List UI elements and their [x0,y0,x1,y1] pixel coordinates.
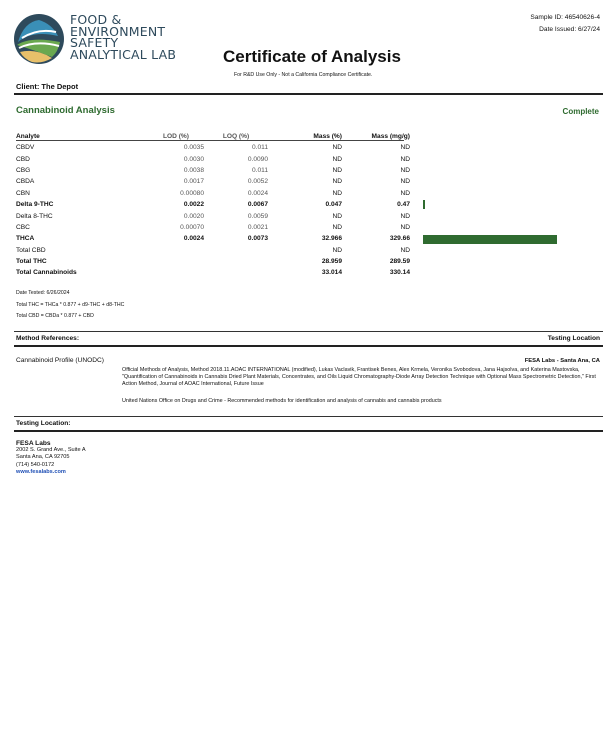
bar-cell [420,153,560,164]
table-row [16,165,560,176]
analyte-cell: CBG [16,166,31,174]
table-row [16,233,560,244]
spacer [410,153,420,164]
column-header: Mass (mg/g) [371,133,410,140]
spacer [410,233,420,244]
bar-cell [420,210,560,221]
analyte-cell: CBN [16,189,30,197]
bar-cell [420,199,560,210]
mass-mg-cell: ND [400,246,410,254]
analyte-cell: Total THC [16,258,47,266]
lab-name: FESA Labs [16,440,51,447]
analyte-cell: Delta 9-THC [16,201,54,209]
table-row [16,153,560,164]
table-row [16,267,560,278]
spacer [410,188,420,199]
logo-line: ANALYTICAL LAB [70,46,177,62]
bar-cell [420,188,560,199]
loq-cell: 0.0090 [247,155,268,163]
lab-website-link[interactable]: www.fesalabs.com [16,468,66,475]
sample-id: Sample ID: 46540626-4 [530,14,600,21]
mass-percent-cell: ND [332,178,342,186]
loq-cell [204,256,268,267]
analyte-cell: Total CBD [16,246,46,254]
mass-percent-cell: 33.014 [321,269,342,277]
bar-column [420,131,560,142]
date-issued: Date Issued: 6/27/24 [539,26,600,33]
column-header: LOD (%) [162,133,189,140]
loq-cell: 0.0021 [247,223,268,231]
spacer [410,267,420,278]
method-reference: Official Methods of Analysis, Method 2018.11.AOAC INTERNATIONAL (modified), Lukas Vaclavik, Frantisek Benes, Alex Krmela, Veronika Svobodova, Jana Hajsolva, and Katerina Mastovska, "Quantification of Cannabinoids in Cannabis Dried Plant Materials, Concentrates, and Oils Liquid Chromatography-Diode Array Detection Technique with Optional Mass Spectrometric Detection," First Action Method, Journal of AOAC International, Future Issue [122,367,596,387]
lod-cell: 0.0030 [183,155,204,163]
section-heading: Cannabinoid Analysis [16,105,115,116]
lod-cell [148,245,204,256]
mass-percent-cell: ND [332,212,342,220]
table-row [16,210,560,221]
lod-cell: 0.0024 [183,235,204,243]
lab-address-line: 2002 S. Grand Ave., Suite A [16,447,86,454]
bar-cell [420,245,560,256]
lab-phone: (714) 540-0172 [16,461,55,468]
mass-percent-cell: ND [332,155,342,163]
spacer [410,199,420,210]
lab-address-block [16,440,86,476]
bar-cell [420,256,560,267]
analyte-cell: CBDV [16,144,35,152]
lod-cell: 0.0035 [183,144,204,152]
loq-cell: 0.011 [251,144,268,152]
loq-cell: 0.011 [251,166,268,174]
table-row [16,188,560,199]
lab-location: FESA Labs - Santa Ana, CA [524,358,600,364]
bar-cell [420,222,560,233]
lod-cell: 0.0020 [183,212,204,220]
status-badge: Complete [562,107,599,116]
mass-mg-cell: ND [400,178,410,186]
lod-cell: 0.0038 [183,166,204,174]
mass-percent-cell: ND [332,246,342,254]
table-row [16,176,560,187]
method-references-heading: Method References: [16,335,80,342]
spacer [410,142,420,153]
mass-mg-cell: ND [400,189,410,197]
lod-cell: 0.0017 [183,178,204,186]
column-header: Mass (%) [313,133,342,140]
lod-cell: 0.00070 [180,223,204,231]
table-row [16,256,560,267]
mass-mg-cell: 0.47 [397,201,410,209]
lod-cell [148,256,204,267]
lod-cell: 0.00080 [180,189,204,197]
page-title: Certificate of Analysis [223,47,401,66]
lod-cell: 0.0022 [183,201,204,209]
table-row [16,199,560,210]
method-profile: Cannabinoid Profile (UNODC) [16,357,104,364]
spacer [410,165,420,176]
loq-cell: 0.0073 [247,235,268,243]
spacer [410,210,420,221]
analyte-cell: Total Cannabinoids [16,269,77,277]
loq-cell: 0.0052 [247,178,268,186]
spacer [410,245,420,256]
analyte-cell: CBDA [16,178,35,186]
mass-percent-cell: 0.047 [325,201,342,209]
column-header: LOQ (%) [222,133,250,140]
logo-line: SAFETY [70,35,119,50]
cannabinoid-table [16,131,560,279]
mass-percent-cell: ND [332,223,342,231]
disclaimer: For R&D Use Only - Not a California Compliance Certificate. [234,72,373,78]
logo-globe-icon [12,12,66,66]
bar-cell [420,233,560,244]
mass-mg-cell: ND [400,144,410,152]
mass-bar [423,235,557,244]
table-row [16,222,560,233]
mass-percent-cell: 32.966 [321,235,342,243]
company-logo [12,10,177,70]
divider [14,93,603,95]
loq-cell: 0.0024 [247,189,268,197]
mass-mg-cell: ND [400,223,410,231]
spacer [410,176,420,187]
spacer [410,256,420,267]
testing-location-heading: Testing Location [547,335,600,342]
mass-percent-cell: ND [332,144,342,152]
bar-cell [420,165,560,176]
mass-mg-cell: 330.14 [389,269,410,277]
client-name: Client: The Depot [16,82,79,91]
table-row [16,245,560,256]
loq-cell [204,267,268,278]
divider [14,331,603,332]
mass-bar [423,200,425,209]
analyte-cell: THCA [16,235,35,243]
table-header-row [16,131,560,142]
divider [14,345,603,347]
spacer [410,131,420,142]
total-thc-formula: Total THC = THCa * 0.877 + d9-THC + d8-THC [16,302,125,308]
loq-cell: 0.0059 [247,212,268,220]
logo-wordmark [70,14,176,60]
table-row [16,142,560,153]
bar-cell [420,176,560,187]
mass-percent-cell: 28.959 [321,258,342,266]
analyte-cell: Delta 8-THC [16,212,53,220]
total-cbd-formula: Total CBD = CBDa * 0.877 + CBD [16,313,94,319]
logo-line: ENVIRONMENT [70,23,166,39]
bar-cell [420,142,560,153]
bar-cell [420,267,560,278]
testing-location-section-heading: Testing Location: [16,420,71,427]
spacer [410,222,420,233]
mass-mg-cell: 329.66 [389,235,410,243]
lod-cell [148,267,204,278]
mass-mg-cell: ND [400,155,410,163]
analyte-cell: CBD [16,155,30,163]
loq-cell [204,245,268,256]
analyte-cell: CBC [16,223,30,231]
loq-cell: 0.0067 [247,201,268,209]
mass-mg-cell: ND [400,166,410,174]
mass-mg-cell: 289.59 [389,258,410,266]
column-header: Analyte [16,133,40,140]
mass-mg-cell: ND [400,212,410,220]
mass-percent-cell: ND [332,189,342,197]
mass-percent-cell: ND [332,166,342,174]
date-tested: Date Tested: 6/26/2024 [16,290,70,296]
divider [14,416,603,417]
lab-address-line: Santa Ana, CA 92705 [16,454,70,461]
divider [14,430,603,432]
logo-line: FOOD & [70,12,122,27]
method-reference: United Nations Office on Drugs and Crime - Recommended methods for identification and analysis of cannabis and cannabis products [122,398,442,404]
